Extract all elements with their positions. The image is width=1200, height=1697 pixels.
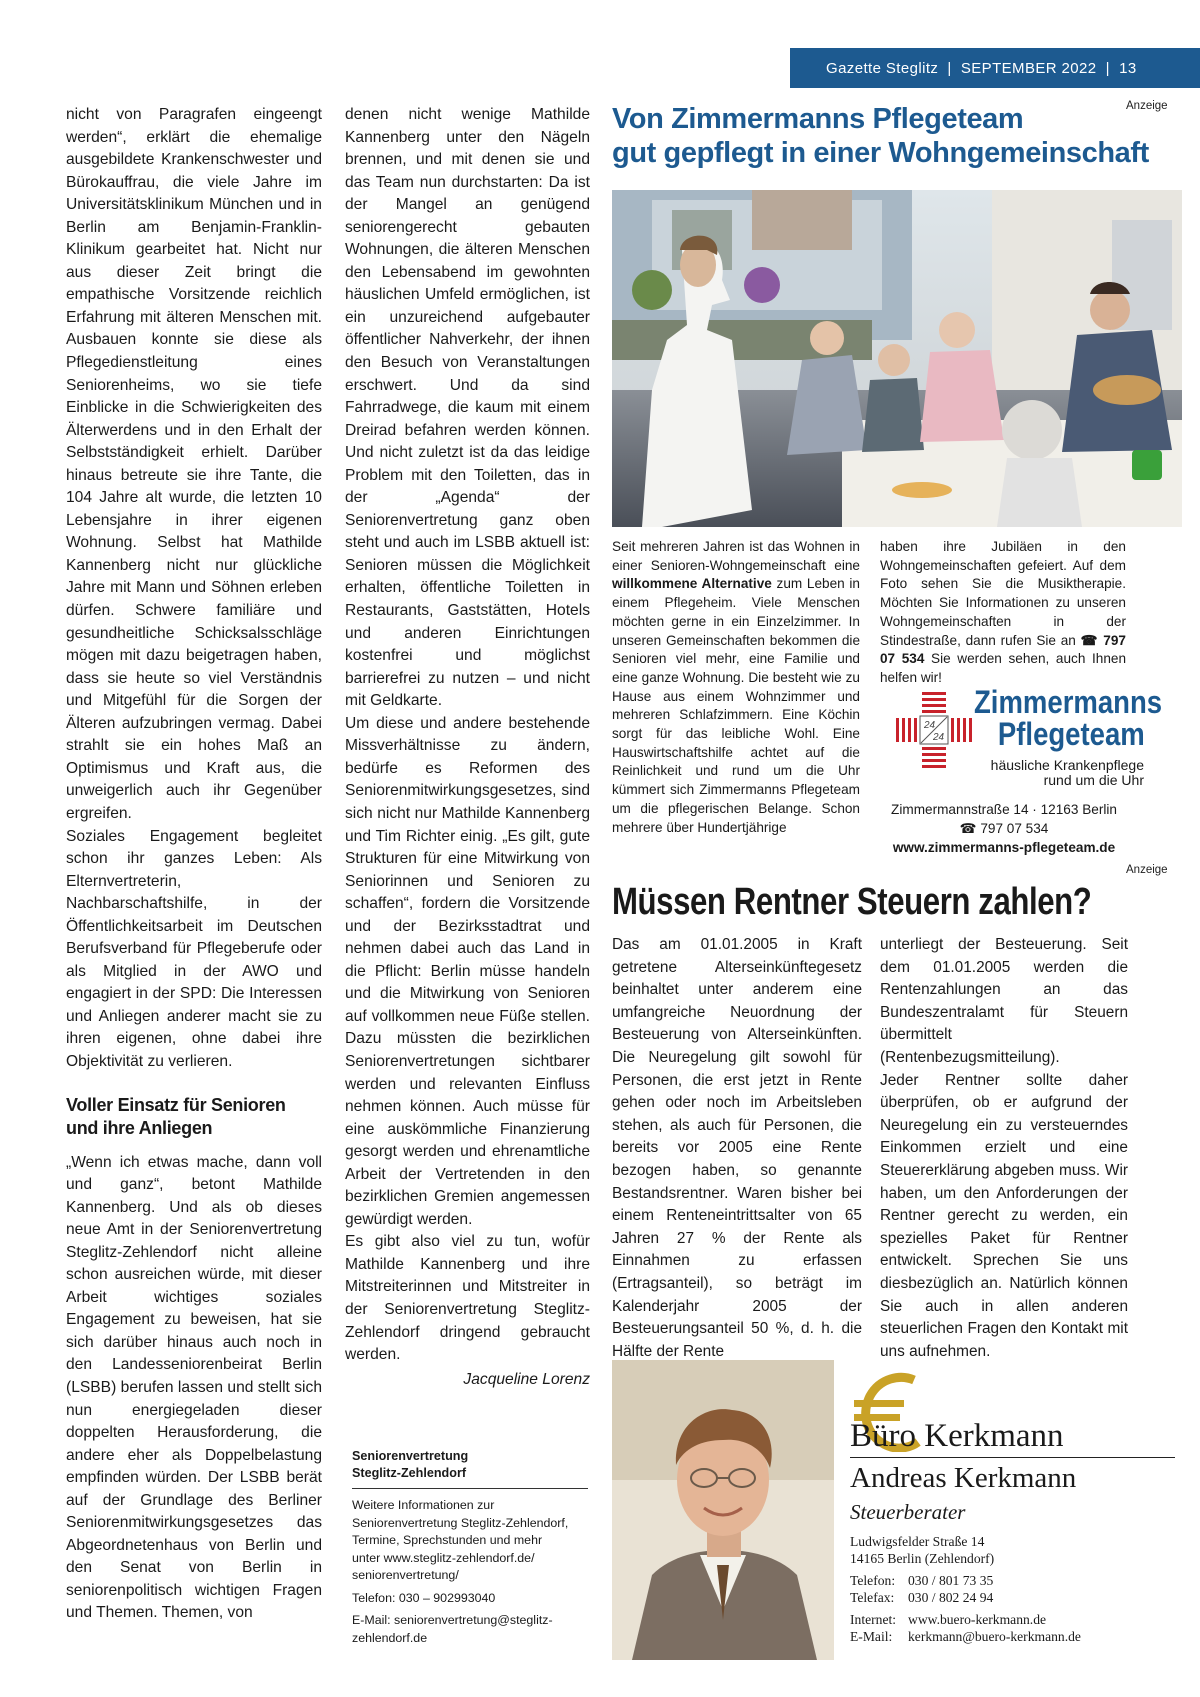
ad-text-column-1: Seit mehreren Jahren ist das Wohnen in einer Senioren-Wohngemeinschaft eine willkommene Alternative zum Leben in einem Pflegeheim. Viele Menschen möchten gerne in ein Einzelzimmer. In unseren Gemeinschaften bekommen die Senioren viel mehr, eine Familie und eine ganze Wohnung. Die besteht wie zu Hause aus einem Wohnzimmer und mehreren Schlafzimmern. Eine Köchin sorgt für das leibliche Wohl. Eine Hauswirtschaftshilfe achtet auf die Reinlichkeit und rund um die Uhr kümmert sich Zimmermanns Pflegeteam um die pflegerischen Belange. Schon mehrere über Hundertjährige xyxy=(612,539,860,835)
music-therapy-photo xyxy=(612,190,1182,527)
advisor-name: Andreas Kerkmann xyxy=(850,1462,1077,1494)
issue-date: SEPTEMBER 2022 xyxy=(960,59,1097,77)
article-paragraph: „Wenn ich etwas mache, dann voll und ganz“, betont Mathilde Kannenberg. Und als ob dieses neue Amt in der Seniorenvertretung Steglitz-Zehlendorf nicht alleine schon ausreichen würde, mit dieser Arbeit wichtiges soziales Engagement zu beweisen, hat sie sich darüber hinaus auch noch in den Landesseniorenbeirat Berlin (LSBB) berufen lassen und stellt sich nun energiegeladen dieser doppelten Herausforderung, die andere eher als Doppelbelastung empfinden würden. Der LSBB berät auf der Grundlage des Berliner Seniorenmitwirkungsgesetzes das Abgeordnetenhaus von Berlin und den Senat von Berlin in seniorenpolitisch wichtigen Fragen und Themen. Themen, von xyxy=(66,1153,322,1622)
ad-headline: Müssen Rentner Steuern zahlen? xyxy=(612,881,1092,923)
logo-wordmark-line2: Pflegeteam xyxy=(997,716,1145,752)
ad-text-column-1: Das am 01.01.2005 in Kraft getretene Alterseinkünftegesetz beinhaltet unter anderem eine umfangreiche Neuordnung der Besteuerung von Alterseinkünften. Die Neuregelung gilt sowohl für Personen, die erst jetzt in Rente gehen oder noch im Arbeitsleben stehen, als auch für Personen, die bereits vor 2005 eine Rente bezogen haben, so genannte Bestandsrentner. Waren bisher bei einem Renteneintrittsalter von 65 Jahren 27 % der Rente als Einnahmen zu erfassen (Ertragsanteil), so beträgt im Kalenderjahr 2005 der Besteuerungsanteil 50 %, d. h. die Hälfte der Rente xyxy=(612,936,862,1360)
cross-stripes-icon xyxy=(896,692,972,768)
ad-text-column-2: haben ihre Jubiläen in den Wohngemeinschaften gefeiert. Auf dem Foto sehen Sie die Musiktherapie. Möchten Sie Informationen zu unseren Wohngemeinschaften in der Stindestraße, dann rufen Sie an ☎ 797 07 534 Sie werden sehen, auch Ihnen helfen wir! xyxy=(880,539,1127,685)
ad-label: Anzeige xyxy=(1126,100,1168,112)
web-row[interactable]: Internet: www.buero-kerkmann.de xyxy=(850,1612,1047,1627)
info-box-email[interactable]: E-Mail: seniorenvertretung@steglitz- zehlendorf.de xyxy=(352,1613,553,1645)
phone-icon: ☎ xyxy=(959,821,981,836)
photo-illustration xyxy=(612,190,1182,527)
article-paragraph: Soziales Engagement begleitet schon ihr ganzes Leben: Als Elternvertreterin, Nachbarschaftshilfe, in der Öffentlichkeitsarbeit im Deutschen Berufsverband für Pflegeberufe oder als Mitglied in der AWO und engagiert in der SPD: Die Interessen und Anliegen anderer macht sie zu ihren eigenen, ohne dabei ihre Objektivität zu verlieren. xyxy=(66,827,322,1070)
kerkmann-contact: Ludwigsfelder Straße 14 14165 Berlin (Zehlendorf) Telefon: 030 / 801 73 35 Telefax: 030 / 802 24 94 Internet: www.buero-kerkmann.de E-Mail: kerkmann@buero-kerkmann.de xyxy=(850,1534,1081,1644)
article-subheading: Voller Einsatz für Senioren und ihre Anliegen xyxy=(66,1094,286,1138)
svg-text:24: 24 xyxy=(933,732,945,743)
info-box: Seniorenvertretung Steglitz-Zehlendorf Weitere Informationen zur Seniorenvertretung Steglitz-Zehlendorf, Termine, Sprechstunden und mehr unter www.steglitz-zehlendorf.de/ seniorenvertretung/ Telefon: 030 – 902993040 E-Mail: seniorenvertretung@steglitz- zehlendorf.de xyxy=(352,1448,588,1647)
article-paragraph: Es gibt also viel zu tun, wofür Mathilde Kannenberg und ihre Mitstreiterinnen und Mitstreiter in der Seniorenvertretung Steglitz-Zehlendorf dringend gebraucht werden. xyxy=(345,1233,590,1364)
advisor-role: Steuerberater xyxy=(850,1500,966,1524)
logo-wordmark-line1: Zimmermanns xyxy=(974,684,1163,720)
article-column-2 xyxy=(345,104,590,1391)
ad-label: Anzeige xyxy=(1126,864,1168,876)
svg-text:24: 24 xyxy=(924,720,936,731)
divider xyxy=(352,1488,588,1489)
article-author: Jacqueline Lorenz xyxy=(463,1370,590,1388)
portrait-illustration xyxy=(612,1360,834,1660)
info-box-title: Seniorenvertretung Steglitz-Zehlendorf xyxy=(352,1449,469,1480)
info-box-phone: Telefon: 030 – 902993040 xyxy=(352,1590,496,1605)
office-name: Büro Kerkmann xyxy=(850,1418,1064,1454)
portrait-photo xyxy=(612,1360,834,1660)
page-header: Gazette Steglitz | SEPTEMBER 2022 | 13 xyxy=(790,48,1200,88)
zimmermann-logo xyxy=(896,684,1186,794)
article-column-1 xyxy=(66,104,322,1625)
divider xyxy=(850,1457,1175,1458)
ad-headline: Von Zimmermanns Pflegeteam gut gepflegt in einer Wohngemeinschaft xyxy=(612,103,1149,169)
page-number: 13 xyxy=(1119,59,1137,77)
phone-icon: ☎ xyxy=(1080,632,1104,648)
logo-tagline: häusliche Krankenpflege rund um die Uhr xyxy=(990,757,1144,788)
mail-row[interactable]: E-Mail: kerkmann@buero-kerkmann.de xyxy=(850,1628,1081,1644)
article-paragraph: Um diese und andere bestehende Missverhältnisse zu ändern, bedürfe es Reformen des Seniorenmitwirkungsgesetzes, sind sich nicht nur Mathilde Kannenberg und Tim Richter einig. „Es gilt, gute Strukturen für eine Mitwirkung von Seniorinnen und Senioren zu schaffen“, fordern die Vorsitzende und der Bezirksstadtrat und nehmen dabei auch das Land in die Pflicht: Berlin müsse handeln und die Mitwirkung von Senioren auf vollkommen neue Füße stellen. Dazu müssten die bezirklichen Seniorenvertretungen sichtbarer werden und relevanten Einfluss nehmen können. Auch müsse für eine auskömmliche Finanzierung gesorgt werden und ehrenamtliche Arbeit der Vertretenden in den bezirklichen Gremien angemessen gewürdigt werden. xyxy=(345,714,590,1228)
fax-row: Telefax: 030 / 802 24 94 xyxy=(850,1589,994,1605)
zimmermann-contact xyxy=(880,800,1128,857)
article-paragraph: nicht von Paragrafen eingeengt werden“, erklärt die ehemalige ausgebildete Krankenschwester und Bürokauffrau, die viele Jahre im Universitätsklinikum München und in Berlin am Benjamin-Franklin-Klinikum gearbeitet hat. Nicht nur aus dieser Zeit bringt die empathische Vorsitzende reichlich Erfahrung mit älteren Menschen mit. Ausbauen konnte sie diese als Pflegedienstleitung eines Seniorenheims, wo sie tiefe Einblicke in die Schwierigkeiten des Älterwerdens und in den Erhalt der Selbstständigkeit erhielt. Darüber hinaus betreute sie ihre Tante, die 104 Jahre alt wurde, die letzten 10 Lebensjahre in ihrer eigenen Wohnung. Selbst hat Mathilde Kannenberg nicht nur glückliche Jahre mit Mann und Söhnen erleben dürfen. Schwere familiäre und gesundheitliche Schicksalsschläge mögen mit dazu beigetragen haben, dass sie heute so viel Verständnis und Mitgefühl für die Sorgen der Älteren aufzubringen vermag. Dabei strahlt sie ein hohes Maß an Optimismus und Kraft aus, die unweigerlich auch ihr Gegenüber ergreifen. xyxy=(66,106,322,822)
website-link[interactable]: www.zimmermanns-pflegeteam.de xyxy=(892,840,1116,855)
article-paragraph: denen nicht wenige Mathilde Kannenberg unter den Nägeln brennen, und mit denen sie und das Team nun durchstarten: Da ist der Mangel an genügend seniorengerecht gebauten Wohnungen, die älteren Menschen den Lebensabend im gewohnten häuslichen Umfeld ermöglichen, ist ein unzureichend aufgebauter öffentlicher Nahverkehr, der ihnen den Besuch von Veranstaltungen erschwert. Und da sind Fahrradwege, die kaum mit einem Dreirad befahren werden können. Und nicht zuletzt ist da das leidige Problem mit den Toiletten, das in der „Agenda“ der Seniorenvertretung ganz oben steht und auch im LSBB aktuell ist: Senioren müssen die Möglichkeit erhalten, öffentliche Toiletten in Restaurants, Gaststätten, Hotels und anderen Einrichtungen kostenfrei und möglichst barrierefrei zu nutzen – und nicht mit Geldkarte. xyxy=(345,106,590,710)
ad-text-column-2: unterliegt der Besteuerung. Seit dem 01.01.2005 werden die Rentenzahlungen an das Bundeszentralamt für Steuern übermittelt (Rentenbezugsmitteilung). Jeder Rentner sollte daher überprüfen, ob er aufgrund der Neuregelung ein zu versteuerndes Einkommen erzielt und eine Steuererklärung abgeben muss. Wir haben, um den Anforderungen der Rentner gerecht zu werden, ein spezielles Paket für Rentner entwickelt. Sprechen Sie uns diesbezüglich an. Natürlich können Sie auch in allen anderen steuerlichen Fragen den Kontakt mit uns aufnehmen. xyxy=(880,936,1128,1360)
publication-name: Gazette Steglitz xyxy=(826,59,939,77)
phone-number: ☎ 797 07 534 xyxy=(959,821,1049,836)
phone-row: Telefon: 030 / 801 73 35 xyxy=(850,1573,994,1588)
address: Zimmermannstraße 14 · 12163 Berlin xyxy=(891,802,1117,817)
info-box-link[interactable]: unter www.steglitz-zehlendorf.de/ xyxy=(352,1550,535,1565)
